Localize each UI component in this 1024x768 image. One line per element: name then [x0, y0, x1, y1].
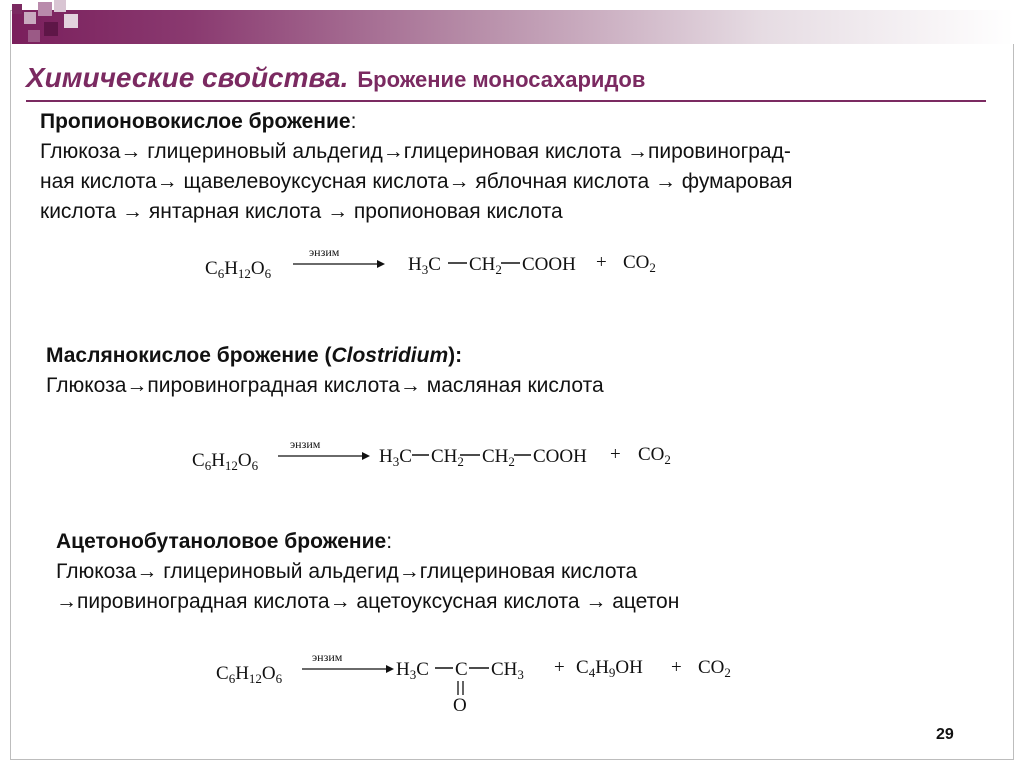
reactant-glucose: $C_6H_{12}O_6$ [216, 663, 283, 686]
section-heading: Маслянокислое брожение (Clostridium): [46, 344, 463, 367]
section-butyric [46, 341, 604, 401]
product-cooh: COOH [522, 254, 576, 275]
reaction-bonds [205, 240, 685, 300]
section-propionic [40, 107, 793, 227]
decor-square [24, 12, 36, 24]
enzyme-label: энзим [312, 650, 343, 664]
plus-sign: + [671, 657, 682, 678]
product-co2: $CO_2$ [638, 444, 671, 467]
pathway-line: →пировиноградная кислота→ ацетоуксусная кислота → ацетон [56, 590, 680, 613]
product-ch3: $CH_3$ [491, 659, 524, 682]
title-sub: Брожение моносахаридов [357, 67, 646, 92]
plus-sign: + [596, 252, 607, 273]
header-gradient-bar [12, 10, 1014, 44]
title-main: Химические свойства. [26, 62, 349, 93]
equation-propionic [205, 240, 685, 300]
enzyme-label: энзим [309, 245, 340, 259]
reactant-glucose: $C_6H_{12}O_6$ [192, 450, 259, 473]
product-ch2: $CH_2$ [431, 446, 464, 469]
product-carbonyl-c: C [455, 659, 468, 680]
section-heading: Пропионовокислое брожение: [40, 110, 357, 133]
pathway-line: Глюкоза→пировиноградная кислота→ масляная кислота [46, 374, 604, 397]
enzyme-label: энзим [290, 437, 321, 451]
decor-square [54, 0, 66, 12]
carbonyl-oxygen: O [453, 695, 467, 716]
pathway-line: Глюкоза→ глицериновый альдегид→глицериновая кислота →пировиноград- [40, 140, 791, 163]
pathway-line: Глюкоза→ глицериновый альдегид→глицериновая кислота [56, 560, 638, 583]
product-cooh: COOH [533, 446, 587, 467]
plus-sign: + [610, 444, 621, 465]
equation-butyric [192, 432, 692, 492]
page-number: 29 [936, 726, 954, 743]
product-ch2: $CH_2$ [482, 446, 515, 469]
page-title [26, 58, 645, 95]
product-ch2: $CH_2$ [469, 254, 502, 277]
pathway-line: ная кислота→ щавелевоуксусная кислота→ яблочная кислота → фумаровая [40, 170, 793, 193]
section-acetone-butanol [56, 527, 679, 617]
title-underline [26, 100, 986, 102]
product-h3c: $H_3C$ [408, 254, 441, 277]
product-co2: $CO_2$ [698, 657, 731, 680]
decor-square [28, 30, 40, 42]
section-heading: Ацетонобутаноловое брожение: [56, 530, 393, 553]
decor-square [44, 22, 58, 36]
decor-square [38, 2, 52, 16]
plus-sign: + [554, 657, 565, 678]
decor-square [12, 4, 22, 14]
reactant-glucose: $C_6H_{12}O_6$ [205, 258, 272, 281]
product-butanol: $C_4H_9OH$ [576, 657, 643, 680]
product-h3c: $H_3C$ [379, 446, 412, 469]
product-h3c: $H_3C$ [396, 659, 429, 682]
decor-square [64, 14, 78, 28]
equation-acetone-butanol [216, 645, 756, 725]
pathway-line: кислота → янтарная кислота → пропионовая кислота [40, 200, 563, 223]
product-co2: $CO_2$ [623, 252, 656, 275]
